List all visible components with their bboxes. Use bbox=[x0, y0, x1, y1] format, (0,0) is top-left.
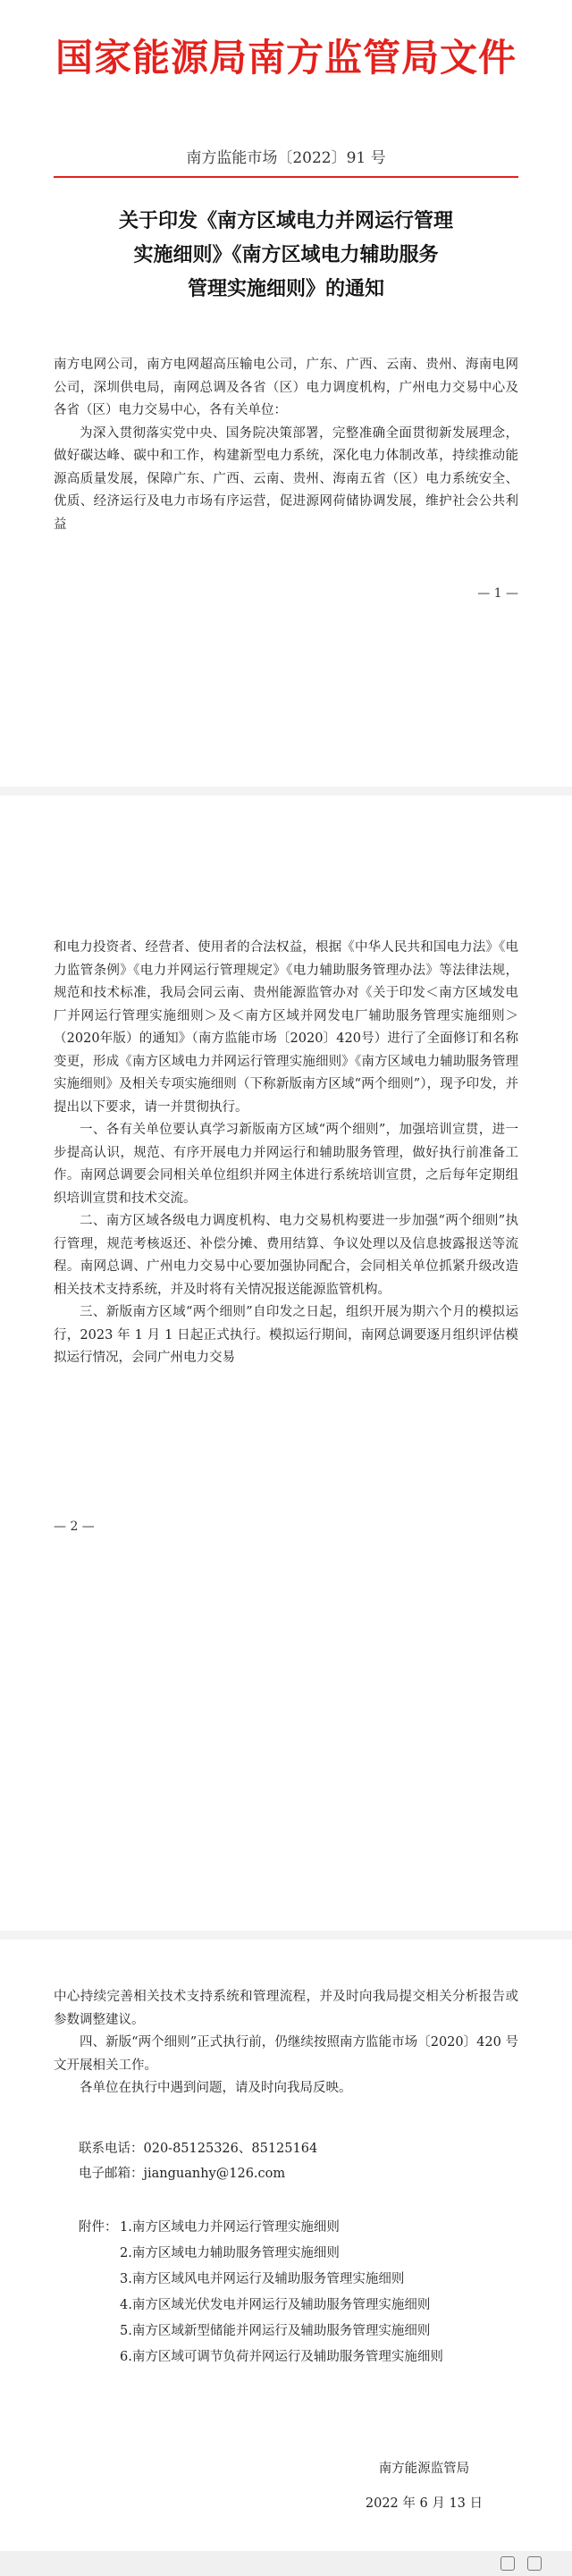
paragraph: 中心持续完善相关技术支持系统和管理流程，并及时向我局提交相关分析报告或参数调整建议。 bbox=[54, 1990, 518, 2027]
page2-body bbox=[54, 937, 518, 1370]
phone-label: 联系电话： bbox=[79, 2142, 144, 2156]
share-icon[interactable] bbox=[500, 2556, 515, 2571]
paragraph: 各单位在执行中遇到问题，请及时向我局反映。 bbox=[80, 2081, 352, 2095]
title-line: 管理实施细则》的通知 bbox=[187, 277, 384, 300]
email-label: 电子邮箱： bbox=[79, 2167, 144, 2181]
contact-phone bbox=[79, 2136, 317, 2161]
page-number: — 2 — bbox=[54, 1520, 95, 1534]
document-page-2 bbox=[0, 840, 572, 1859]
attachment-item: 3.南方区域风电并网运行及辅助服务管理实施细则 bbox=[120, 2272, 405, 2286]
document-page-1 bbox=[0, 0, 572, 715]
attachment-item: 6.南方区域可调节负荷并网运行及辅助服务管理实施细则 bbox=[120, 2350, 443, 2364]
recipients: 南方电网公司，南方电网超高压输电公司，广东、广西、云南、贵州、海南电网公司，深圳供电局，南网总调及各省（区）电力调度机构，广州电力交易中心及各省（区）电力交易中心，各有关单位： bbox=[54, 358, 518, 417]
paragraph: 为深入贯彻落实党中央、国务院决策部署，完整准确全面贯彻新发展理念，做好碳达峰、碳中和工作，构建新型电力系统，深化电力体制改革，持续推动能源高质量发展，保障广东、广西、云南、贵州、海南五省（区）电力系统安全、优质、经济运行及电力市场有序运营，促进源网荷储协调发展，维护社会公共利益 bbox=[54, 425, 518, 532]
red-divider bbox=[54, 176, 518, 178]
attachment-item: 附件： 1.南方区域电力并网运行管理实施细则 bbox=[79, 2217, 499, 2239]
document-number: 南方监能市场〔2022〕91 号 bbox=[186, 149, 386, 167]
email-value: jianguanhy@126.com bbox=[143, 2167, 286, 2181]
paragraph: 和电力投资者、经营者、使用者的合法权益，根据《中华人民共和国电力法》《电力监管条例》《电力并网运行管理规定》《电力辅助服务管理办法》等法律法规，规范和技术标准，我局会同云南、贵州能源监管办对《关于印发＜南方区域发电厂并网运行管理实施细则＞及＜南方区域并网发电厂辅助服务管理实施细则＞（2020年版）的通知》（南方监能市场〔2020〕420号）进行了全面修订和名称变更，形成《南方区域电力并网运行管理实施细则》《南方区域电力辅助服务管理实施细则》及相关专项实施细则（下称新版南方区域“两个细则”），现予印发，并提出以下要求，请一并贯彻执行。 bbox=[54, 940, 518, 1115]
signer: 南方能源监管局 bbox=[378, 2462, 470, 2476]
attachments bbox=[79, 2217, 499, 2372]
title-line: 关于印发《南方区域电力并网运行管理 bbox=[118, 209, 453, 232]
signature-block bbox=[366, 2458, 483, 2512]
paragraph: 二、南方区域各级电力调度机构、电力交易机构要进一步加强“两个细则”执行管理，规范考核返还、补偿分摊、费用结算、争议处理以及信息披露报送等流程。南网总调、广州电力交易中心要加强协同配合，会同相关单位抓紧升级改造相关技术支持系统，并及时将有关情况报送能源监管机构。 bbox=[54, 1214, 518, 1297]
notice-title bbox=[63, 204, 509, 306]
page-gap bbox=[0, 787, 572, 796]
document-page-3 bbox=[0, 1986, 572, 2576]
attachment-item: 5.南方区域新型储能并网运行及辅助服务管理实施细则 bbox=[120, 2324, 431, 2338]
bottom-toolbar bbox=[0, 2551, 572, 2576]
paragraph: 四、新版“两个细则”正式执行前，仍继续按照南方监能市场〔2020〕420 号文开展相关工作。 bbox=[54, 2035, 518, 2073]
contact-info bbox=[79, 2136, 317, 2186]
title-line: 实施细则》《南方区域电力辅助服务 bbox=[133, 243, 439, 266]
page-number: — 1 — bbox=[477, 586, 518, 601]
attachments-label: 附件： bbox=[79, 2220, 118, 2235]
issuing-authority-header: 国家能源局南方监管局文件 bbox=[55, 36, 517, 80]
contact-email bbox=[79, 2161, 317, 2186]
paragraph: 三、新版南方区域“两个细则”自印发之日起，组织开展为期六个月的模拟运行，2023 年 1 月 1 日起正式执行。模拟运行期间，南网总调要逐月组织评估模拟运行情况，会同广州电力交易 bbox=[54, 1305, 518, 1365]
issue-date: 2022 年 6 月 13 日 bbox=[365, 2496, 483, 2511]
page3-body bbox=[54, 1986, 518, 2100]
attachment-item: 2.南方区域电力辅助服务管理实施细则 bbox=[120, 2246, 340, 2260]
page1-body bbox=[54, 354, 518, 536]
paragraph: 一、各有关单位要认真学习新版南方区域“两个细则”，加强培训宣贯，进一步提高认识，规范、有序开展电力并网运行和辅助服务管理，做好执行前准备工作。南网总调要会同相关单位组织并网主体进行系统培训宣贯，之后每年定期组织培训宣贯和技术交流。 bbox=[54, 1123, 518, 1206]
phone-value: 020-85125326、85125164 bbox=[143, 2142, 318, 2156]
attachment-item: 4.南方区域光伏发电并网运行及辅助服务管理实施细则 bbox=[120, 2298, 431, 2312]
more-icon[interactable] bbox=[527, 2556, 542, 2571]
page-gap bbox=[0, 1931, 572, 1940]
